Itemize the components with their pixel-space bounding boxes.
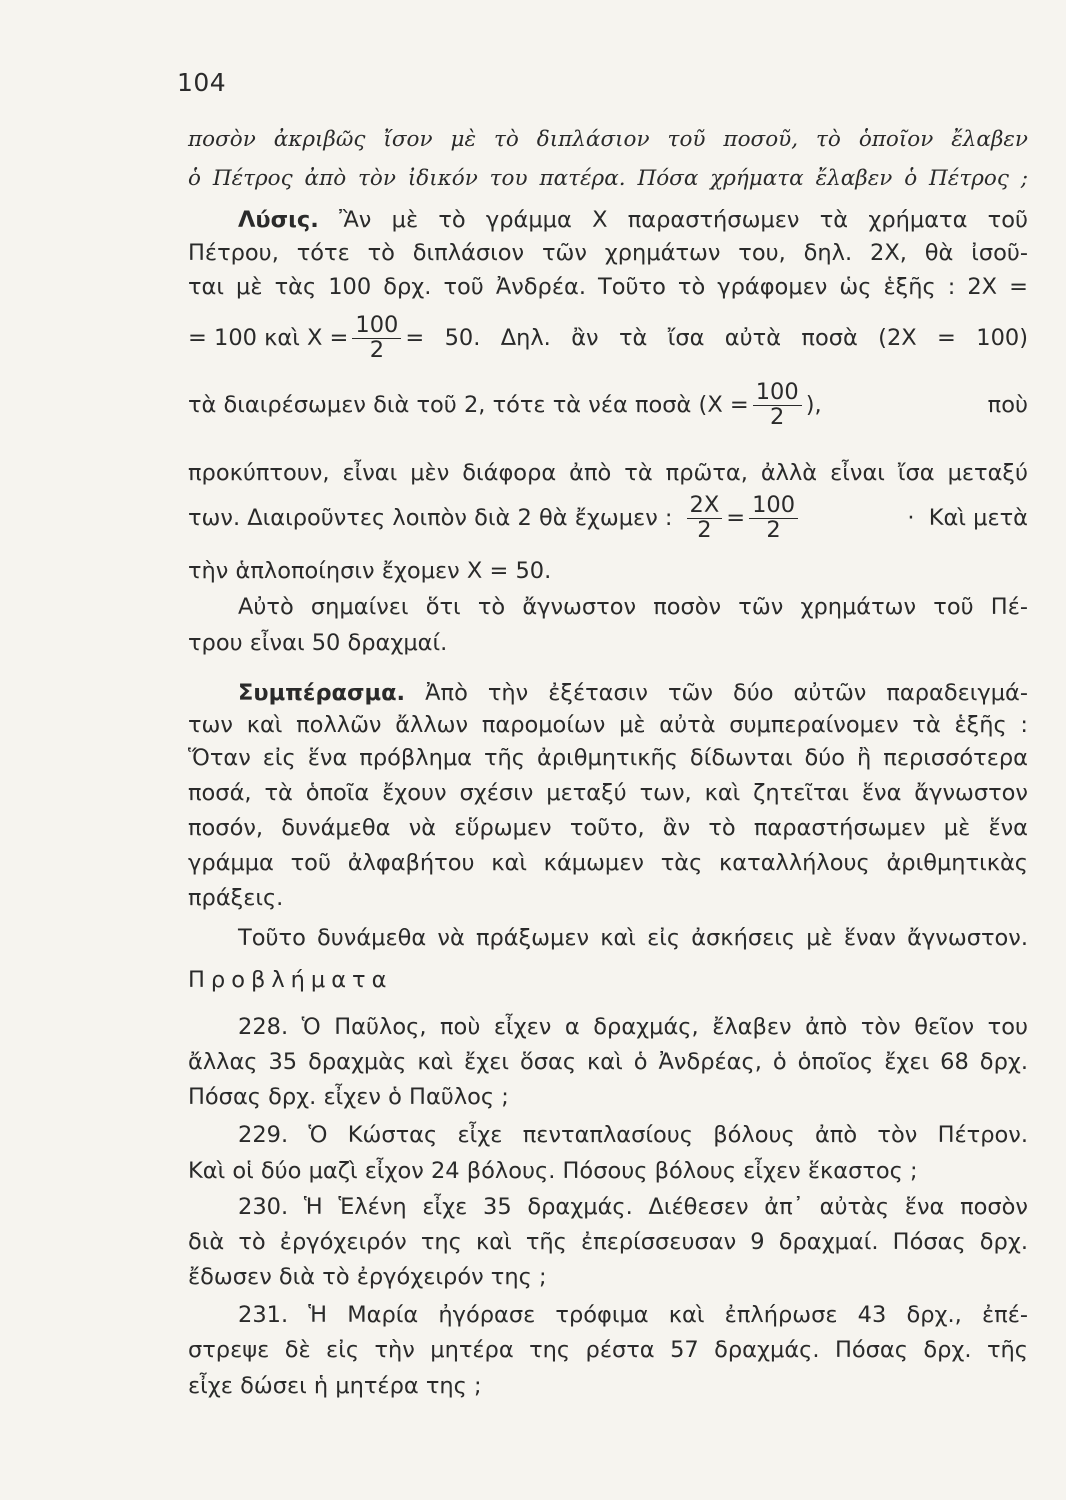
fraction-numerator: 100 <box>749 494 798 519</box>
equation-prefix: = 100 καὶ Χ = <box>188 325 349 351</box>
problem-228-line-1: 228. Ὁ Παῦλος, ποὺ εἶχεν α δραχμάς, ἔλαβεν ἀπὸ τὸν θεῖον του <box>238 1014 1028 1040</box>
equation-prefix: των. Διαιροῦντες λοιπὸν διὰ 2 θὰ ἔχωμεν : <box>188 505 673 531</box>
problem-231-line-3: εἶχε δώσει ἡ μητέρα της ; <box>188 1373 482 1399</box>
problem-231-line-1: 231. Ἡ Μαρία ἠγόρασε τρόφιμα καὶ ἐπλήρωσε 43 δρχ., ἐπέ- <box>238 1302 1028 1328</box>
fraction-100-over-2 <box>749 491 798 543</box>
solution-line-2: Πέτρου, τότε τὸ διπλάσιον τῶν χρημάτων του, δηλ. 2Χ, θὰ ἰσοῦ- <box>188 240 1028 266</box>
fraction-denominator: 2 <box>369 336 385 363</box>
problem-230-line-1: 230. Ἡ Ἑλένη εἶχε 35 δραχμάς. Διέθεσεν ἀπ᾿ αὐτὰς ἕνα ποσὸν <box>238 1194 1028 1220</box>
equation-suffix: = 50. Δηλ. ἂν τὰ ἴσα αὐτὰ ποσὰ (2Χ = 100) <box>405 325 1028 351</box>
solution-line-4 <box>188 308 1028 368</box>
solution-line-5 <box>188 375 1028 435</box>
fraction-100-over-2 <box>352 311 401 363</box>
solution-line-8: τὴν ἁπλοποίησιν ἔχομεν Χ = 50. <box>188 558 552 584</box>
solution-line-1 <box>188 205 1028 235</box>
page-number: 104 <box>177 68 227 97</box>
solution-label: Λύσις. <box>238 207 319 233</box>
fraction-numerator: 100 <box>352 314 401 339</box>
fraction-numerator: 2Χ <box>687 494 723 519</box>
conclusion-line-7: πράξεις. <box>188 885 284 911</box>
equation-suffix: ), ποὺ <box>805 392 1028 418</box>
conclusion-line-4: ποσά, τὰ ὁποῖα ἔχουν σχέσιν μεταξύ των, καὶ ζητεῖται ἕνα ἄγνωστον <box>188 780 1028 806</box>
solution-line-10: τρου εἶναι 50 δραχμαί. <box>188 630 448 656</box>
fraction-numerator: 100 <box>753 381 802 406</box>
conclusion-line-1 <box>188 678 1028 708</box>
problem-228-line-2: ἄλλας 35 δραχμὰς καὶ ἔχει ὅσας καὶ ὁ Ἀνδρέας, ὁ ὁποῖος ἔχει 68 δρχ. <box>188 1049 1028 1075</box>
solution-text: Ἂν μὲ τὸ γράμμα Χ παραστήσωμεν τὰ χρήματα τοῦ <box>339 207 1028 233</box>
fraction-100-over-2 <box>753 378 802 430</box>
conclusion-line-2: των καὶ πολλῶν ἄλλων παρομοίων μὲ αὐτὰ συμπεραίνομεν τὰ ἑξῆς : <box>188 712 1028 738</box>
problem-230-line-3: ἔδωσεν διὰ τὸ ἐργόχειρόν της ; <box>188 1264 547 1290</box>
problem-231-line-2: στρεψε δὲ εἰς τὴν μητέρα της ρέστα 57 δραχμάς. Πόσας δρχ. τῆς <box>188 1337 1028 1363</box>
equals-sign: = <box>726 505 746 531</box>
problem-228-line-3: Πόσας δρχ. εἶχεν ὁ Παῦλος ; <box>188 1084 509 1110</box>
conclusion-label: Συμπέρασμα. <box>238 680 406 706</box>
equation-prefix: τὰ διαιρέσωμεν διὰ τοῦ 2, τότε τὰ νέα ποσὰ (Χ = <box>188 392 749 418</box>
fraction-denominator: 2 <box>770 403 785 430</box>
solution-line-9: Αὐτὸ σημαίνει ὅτι τὸ ἄγνωστον ποσὸν τῶν χρημάτων τοῦ Πέ- <box>238 594 1028 620</box>
conclusion-line-5: ποσόν, δυνάμεθα νὰ εὕρωμεν τοῦτο, ἂν τὸ παραστήσωμεν μὲ ἕνα <box>188 815 1028 841</box>
conclusion-line-8: Τοῦτο δυνάμεθα νὰ πράξωμεν καὶ εἰς ἀσκήσεις μὲ ἕναν ἄγνωστον. <box>238 925 1028 951</box>
solution-line-3: ται μὲ τὰς 100 δρχ. τοῦ Ἀνδρέα. Τοῦτο τὸ γράφομεν ὡς ἑξῆς : 2Χ = <box>188 274 1028 300</box>
conclusion-text: Ἀπὸ τὴν ἐξέτασιν τῶν δύο αὐτῶν παραδειγμά- <box>425 680 1028 706</box>
conclusion-line-3: Ὅταν εἰς ἕνα πρόβλημα τῆς ἀριθμητικῆς δίδωνται δύο ἢ περισσότερα <box>188 745 1028 771</box>
problem-229-line-1: 229. Ὁ Κώστας εἶχε πενταπλασίους βόλους ἀπὸ τὸν Πέτρον. <box>238 1122 1028 1148</box>
fraction-denominator: 2 <box>766 516 781 543</box>
italic-line-1: ποσὸν ἀκριβῶς ἴσον μὲ τὸ διπλάσιον τοῦ ποσοῦ, τὸ ὁποῖον ἔλαβεν <box>188 127 1028 152</box>
italic-line-2: ὁ Πέτρος ἀπὸ τὸν ἰδικόν του πατέρα. Πόσα χρήματα ἔλαβεν ὁ Πέτρος ; <box>188 166 1028 191</box>
problem-229-line-2: Καὶ οἱ δύο μαζὶ εἶχον 24 βόλους. Πόσους βόλους εἶχεν ἕκαστος ; <box>188 1158 918 1184</box>
solution-line-6: προκύπτουν, εἶναι μὲν διάφορα ἀπὸ τὰ πρῶτα, ἀλλὰ εἶναι ἴσα μεταξύ <box>188 460 1028 486</box>
problems-heading: Προβλήματα <box>188 967 393 993</box>
solution-line-7 <box>188 488 1028 548</box>
fraction-denominator: 2 <box>697 516 712 543</box>
fraction-2x-over-2 <box>687 491 723 543</box>
conclusion-line-6: γράμμα τοῦ ἀλφαβήτου καὶ κάμωμεν τὰς καταλλήλους ἀριθμητικὰς <box>188 850 1028 876</box>
equation-suffix: · Καὶ μετὰ <box>907 505 1028 531</box>
problem-230-line-2: διὰ τὸ ἐργόχειρόν της καὶ τῆς ἐπερίσσευσαν 9 δραχμαί. Πόσας δρχ. <box>188 1229 1028 1255</box>
